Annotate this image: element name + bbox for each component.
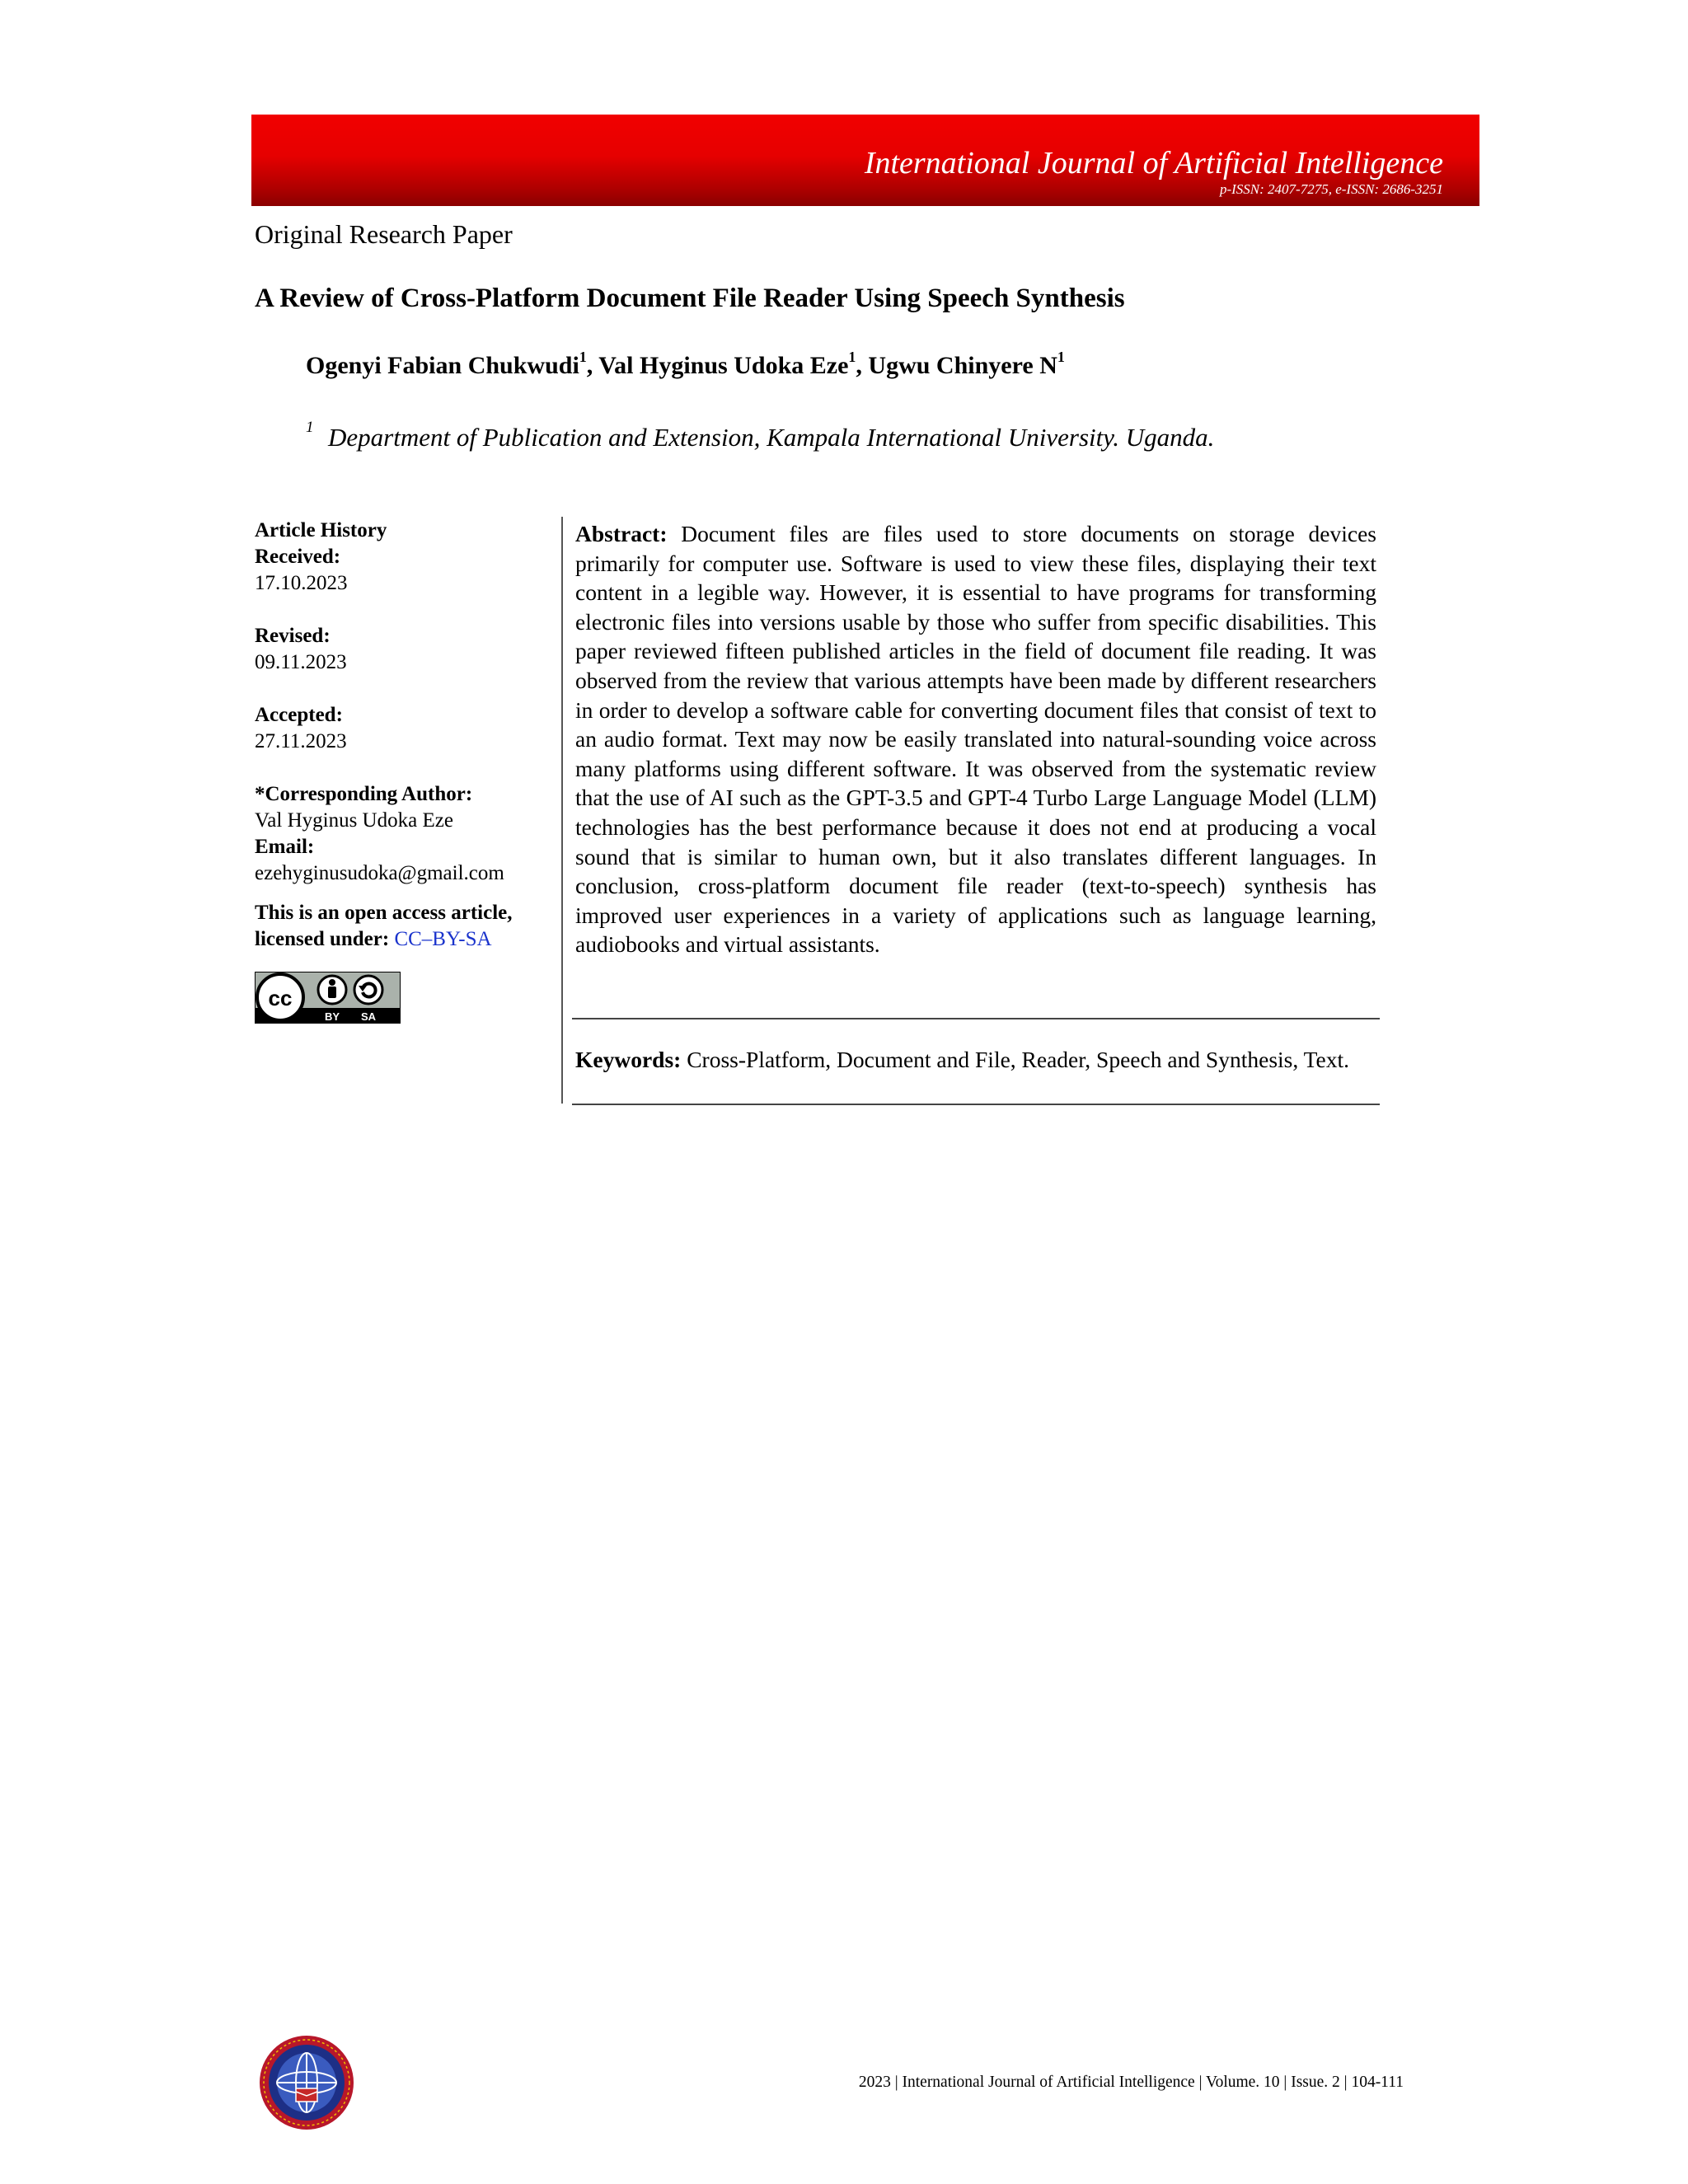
keywords-label: Keywords: — [575, 1047, 682, 1072]
university-seal-logo-icon — [258, 2034, 355, 2131]
keywords-text: Cross-Platform, Document and File, Reader, Speech and Synthesis, Text. — [687, 1047, 1349, 1072]
paper-title: A Review of Cross-Platform Document File Reader Using Speech Synthesis — [255, 284, 1125, 313]
corresponding-author-label: *Corresponding Author: — [255, 783, 473, 805]
author-separator: , — [586, 352, 599, 379]
divider — [572, 1018, 1380, 1019]
email-label: Email: — [255, 836, 315, 858]
affiliation: Department of Publication and Extension, Kampala International University. Uganda. — [328, 423, 1215, 452]
svg-text:cc: cc — [268, 986, 293, 1010]
paper-type: Original Research Paper — [255, 219, 513, 249]
footer-citation: 2023 | International Journal of Artificial Intelligence | Volume. 10 | Issue. 2 | 104-111 — [858, 2074, 1404, 2091]
abstract-text: Document files are files used to store documents on storage devices primarily for computer use. Software is used to view these files, displaying their text content in a legible way. However, it is essential to have programs for transforming electronic files into versions usable by those who suffer from specific disabilities. This paper reviewed fifteen published articles in the field of document file reading. It was observed from the review that various attempts have been made by different researchers in order to develop a software cable for converting document files that consist of text to an audio format. Text may now be easily translated into natural-sounding voice across many platforms using different software. It was observed from the systematic review that the use of AI such as the GPT-3.5 and GPT-4 Turbo Large Language Model (LLM) technologies has the best performance because it does not end at producing a vocal sound that is similar to human own, but it also translates different languages. In conclusion, cross-platform document file reader (text-to-speech) synthesis has improved user experiences in a variety of applications such as language learning, audiobooks and virtual assistants. — [575, 521, 1376, 958]
open-access-notice: This is an open access article, — [255, 902, 513, 924]
journal-name: International Journal of Artificial Intelligence — [864, 146, 1443, 180]
revised-date: 09.11.2023 — [255, 651, 347, 673]
column-divider — [561, 517, 563, 1104]
email-address[interactable]: ezehyginusudoka@gmail.com — [255, 862, 504, 884]
journal-issn: p-ISSN: 2407-7275, e-ISSN: 2686-3251 — [1219, 181, 1443, 197]
author-name: Ogenyi Fabian Chukwudi — [306, 352, 579, 379]
author-name: Val Hyginus Udoka Eze — [598, 352, 849, 379]
keywords — [575, 1045, 1376, 1075]
revised-label: Revised: — [255, 625, 331, 647]
cc-by-sa-badge-icon[interactable] — [255, 972, 401, 1024]
accepted-label: Accepted: — [255, 704, 343, 726]
article-history — [255, 518, 551, 953]
author-name: Ugwu Chinyere N — [868, 352, 1057, 379]
badge-by-label: BY — [324, 1010, 340, 1023]
author-separator: , — [856, 352, 869, 379]
divider — [572, 1104, 1380, 1105]
affiliation-mark: 1 — [306, 419, 314, 436]
journal-banner — [251, 115, 1479, 206]
author-affiliation-mark: 1 — [1057, 349, 1065, 365]
author-affiliation-mark: 1 — [579, 349, 587, 365]
abstract-label: Abstract: — [575, 521, 668, 546]
license-link[interactable]: CC–BY-SA — [394, 928, 492, 950]
badge-sa-label: SA — [360, 1010, 377, 1023]
history-heading: Article History — [255, 519, 387, 541]
received-date: 17.10.2023 — [255, 572, 348, 594]
accepted-date: 27.11.2023 — [255, 730, 347, 752]
corresponding-author-name: Val Hyginus Udoka Eze — [255, 809, 453, 832]
author-list — [306, 349, 1065, 380]
abstract — [575, 519, 1376, 959]
received-label: Received: — [255, 546, 341, 568]
license-label: licensed under: — [255, 928, 390, 950]
author-affiliation-mark: 1 — [848, 349, 856, 365]
